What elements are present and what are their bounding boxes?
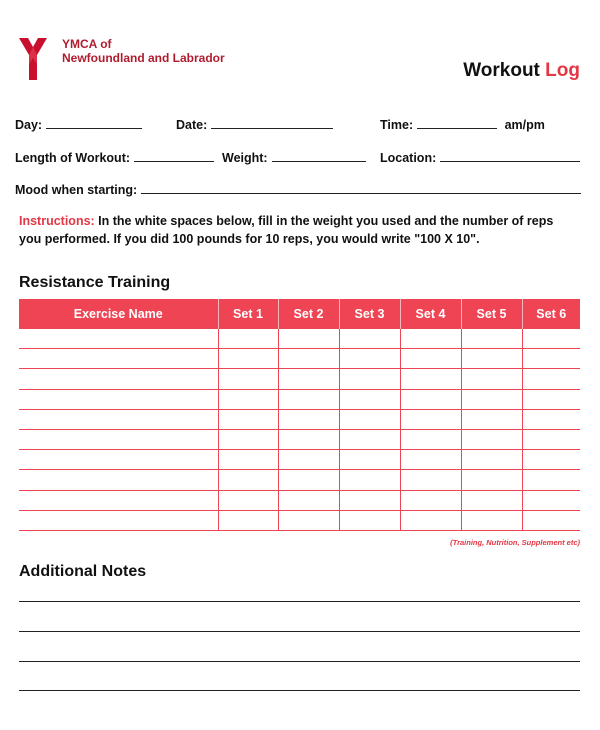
location-input[interactable] [440, 149, 580, 162]
col-set-2: Set 2 [278, 299, 339, 329]
page-title [463, 60, 580, 82]
set-cell[interactable] [339, 450, 400, 470]
organization-name [62, 37, 225, 65]
notes-heading: Additional Notes [19, 563, 147, 580]
mood-field [15, 181, 581, 197]
set-cell[interactable] [218, 349, 278, 369]
exercise-name-cell[interactable] [19, 429, 218, 449]
set-cell[interactable] [522, 450, 580, 470]
set-cell[interactable] [461, 329, 522, 349]
set-cell[interactable] [218, 329, 278, 349]
set-cell[interactable] [339, 349, 400, 369]
set-cell[interactable] [461, 409, 522, 429]
exercise-name-cell[interactable] [19, 349, 218, 369]
set-cell[interactable] [522, 349, 580, 369]
notes-line-2[interactable] [19, 631, 580, 632]
day-field [15, 116, 142, 132]
set-cell[interactable] [400, 389, 461, 409]
exercise-name-cell[interactable] [19, 409, 218, 429]
table-row [19, 510, 580, 530]
col-exercise-name: Exercise Name [19, 299, 218, 329]
exercise-name-cell[interactable] [19, 510, 218, 530]
date-input[interactable] [211, 116, 333, 129]
col-set-5: Set 5 [461, 299, 522, 329]
set-cell[interactable] [400, 349, 461, 369]
set-cell[interactable] [218, 429, 278, 449]
set-cell[interactable] [339, 490, 400, 510]
set-cell[interactable] [218, 409, 278, 429]
set-cell[interactable] [218, 389, 278, 409]
col-set-3: Set 3 [339, 299, 400, 329]
title-main: Workout [463, 60, 546, 81]
title-accent: Log [545, 60, 580, 81]
table-row [19, 429, 580, 449]
exercise-name-cell[interactable] [19, 450, 218, 470]
set-cell[interactable] [522, 369, 580, 389]
set-cell[interactable] [400, 510, 461, 530]
mood-input[interactable] [141, 181, 581, 194]
table-body [19, 329, 580, 530]
set-cell[interactable] [461, 389, 522, 409]
set-cell[interactable] [339, 429, 400, 449]
exercise-name-cell[interactable] [19, 369, 218, 389]
exercise-name-cell[interactable] [19, 389, 218, 409]
set-cell[interactable] [278, 409, 339, 429]
col-set-6: Set 6 [522, 299, 580, 329]
set-cell[interactable] [461, 450, 522, 470]
set-cell[interactable] [339, 369, 400, 389]
day-input[interactable] [46, 116, 142, 129]
instructions-text: In the white spaces below, fill in the weight you used and the number of reps you performed. If you did 100 pounds for 10 reps, you would write "100 X 10". [19, 214, 554, 246]
exercise-name-cell[interactable] [19, 470, 218, 490]
weight-field [222, 149, 366, 165]
table-row [19, 349, 580, 369]
org-line-2: Newfoundland and Labrador [62, 51, 225, 65]
exercise-name-cell[interactable] [19, 329, 218, 349]
table-header-row [19, 299, 580, 329]
set-cell[interactable] [339, 389, 400, 409]
set-cell[interactable] [461, 429, 522, 449]
date-label: Date: [176, 118, 208, 132]
set-cell[interactable] [522, 429, 580, 449]
resistance-table [19, 299, 580, 531]
set-cell[interactable] [339, 510, 400, 530]
length-field [15, 149, 214, 165]
set-cell[interactable] [339, 329, 400, 349]
instructions [19, 212, 579, 248]
notes-line-3[interactable] [19, 661, 580, 662]
set-cell[interactable] [522, 470, 580, 490]
table-row [19, 389, 580, 409]
table-row [19, 329, 580, 349]
set-cell[interactable] [400, 409, 461, 429]
ymca-logo-icon [19, 38, 47, 80]
col-set-1: Set 1 [218, 299, 278, 329]
exercise-name-cell[interactable] [19, 490, 218, 510]
set-cell[interactable] [400, 369, 461, 389]
weight-label: Weight: [222, 151, 268, 165]
set-cell[interactable] [339, 409, 400, 429]
set-cell[interactable] [278, 450, 339, 470]
set-cell[interactable] [218, 490, 278, 510]
set-cell[interactable] [522, 389, 580, 409]
set-cell[interactable] [278, 429, 339, 449]
table-footnote: (Training, Nutrition, Supplement etc) [450, 538, 580, 547]
location-label: Location: [380, 151, 437, 165]
set-cell[interactable] [218, 369, 278, 389]
set-cell[interactable] [278, 490, 339, 510]
set-cell[interactable] [400, 429, 461, 449]
notes-line-1[interactable] [19, 601, 580, 602]
set-cell[interactable] [461, 369, 522, 389]
set-cell[interactable] [278, 329, 339, 349]
set-cell[interactable] [278, 349, 339, 369]
time-label: Time: [380, 118, 414, 132]
set-cell[interactable] [400, 450, 461, 470]
set-cell[interactable] [278, 510, 339, 530]
org-line-1: YMCA of [62, 37, 112, 51]
set-cell[interactable] [218, 450, 278, 470]
weight-input[interactable] [272, 149, 366, 162]
table-row [19, 470, 580, 490]
location-field [380, 149, 580, 165]
time-input[interactable] [417, 116, 497, 129]
set-cell[interactable] [461, 490, 522, 510]
set-cell[interactable] [461, 349, 522, 369]
table-row [19, 409, 580, 429]
set-cell[interactable] [522, 510, 580, 530]
set-cell[interactable] [522, 490, 580, 510]
day-label: Day: [15, 118, 43, 132]
col-set-4: Set 4 [400, 299, 461, 329]
length-label: Length of Workout: [15, 151, 131, 165]
date-field [176, 116, 333, 132]
mood-label: Mood when starting: [15, 183, 138, 197]
set-cell[interactable] [400, 470, 461, 490]
table-row [19, 490, 580, 510]
set-cell[interactable] [278, 369, 339, 389]
resistance-heading: Resistance Training [19, 274, 171, 291]
set-cell[interactable] [461, 510, 522, 530]
set-cell[interactable] [461, 470, 522, 490]
set-cell[interactable] [522, 329, 580, 349]
table-row [19, 450, 580, 470]
set-cell[interactable] [218, 510, 278, 530]
set-cell[interactable] [278, 389, 339, 409]
notes-line-4[interactable] [19, 690, 580, 691]
set-cell[interactable] [339, 470, 400, 490]
set-cell[interactable] [278, 470, 339, 490]
instructions-label: Instructions: [19, 214, 95, 228]
set-cell[interactable] [522, 409, 580, 429]
set-cell[interactable] [400, 490, 461, 510]
set-cell[interactable] [400, 329, 461, 349]
table-row [19, 369, 580, 389]
time-field [380, 116, 545, 132]
set-cell[interactable] [218, 470, 278, 490]
time-suffix: am/pm [504, 118, 545, 132]
length-input[interactable] [134, 149, 214, 162]
